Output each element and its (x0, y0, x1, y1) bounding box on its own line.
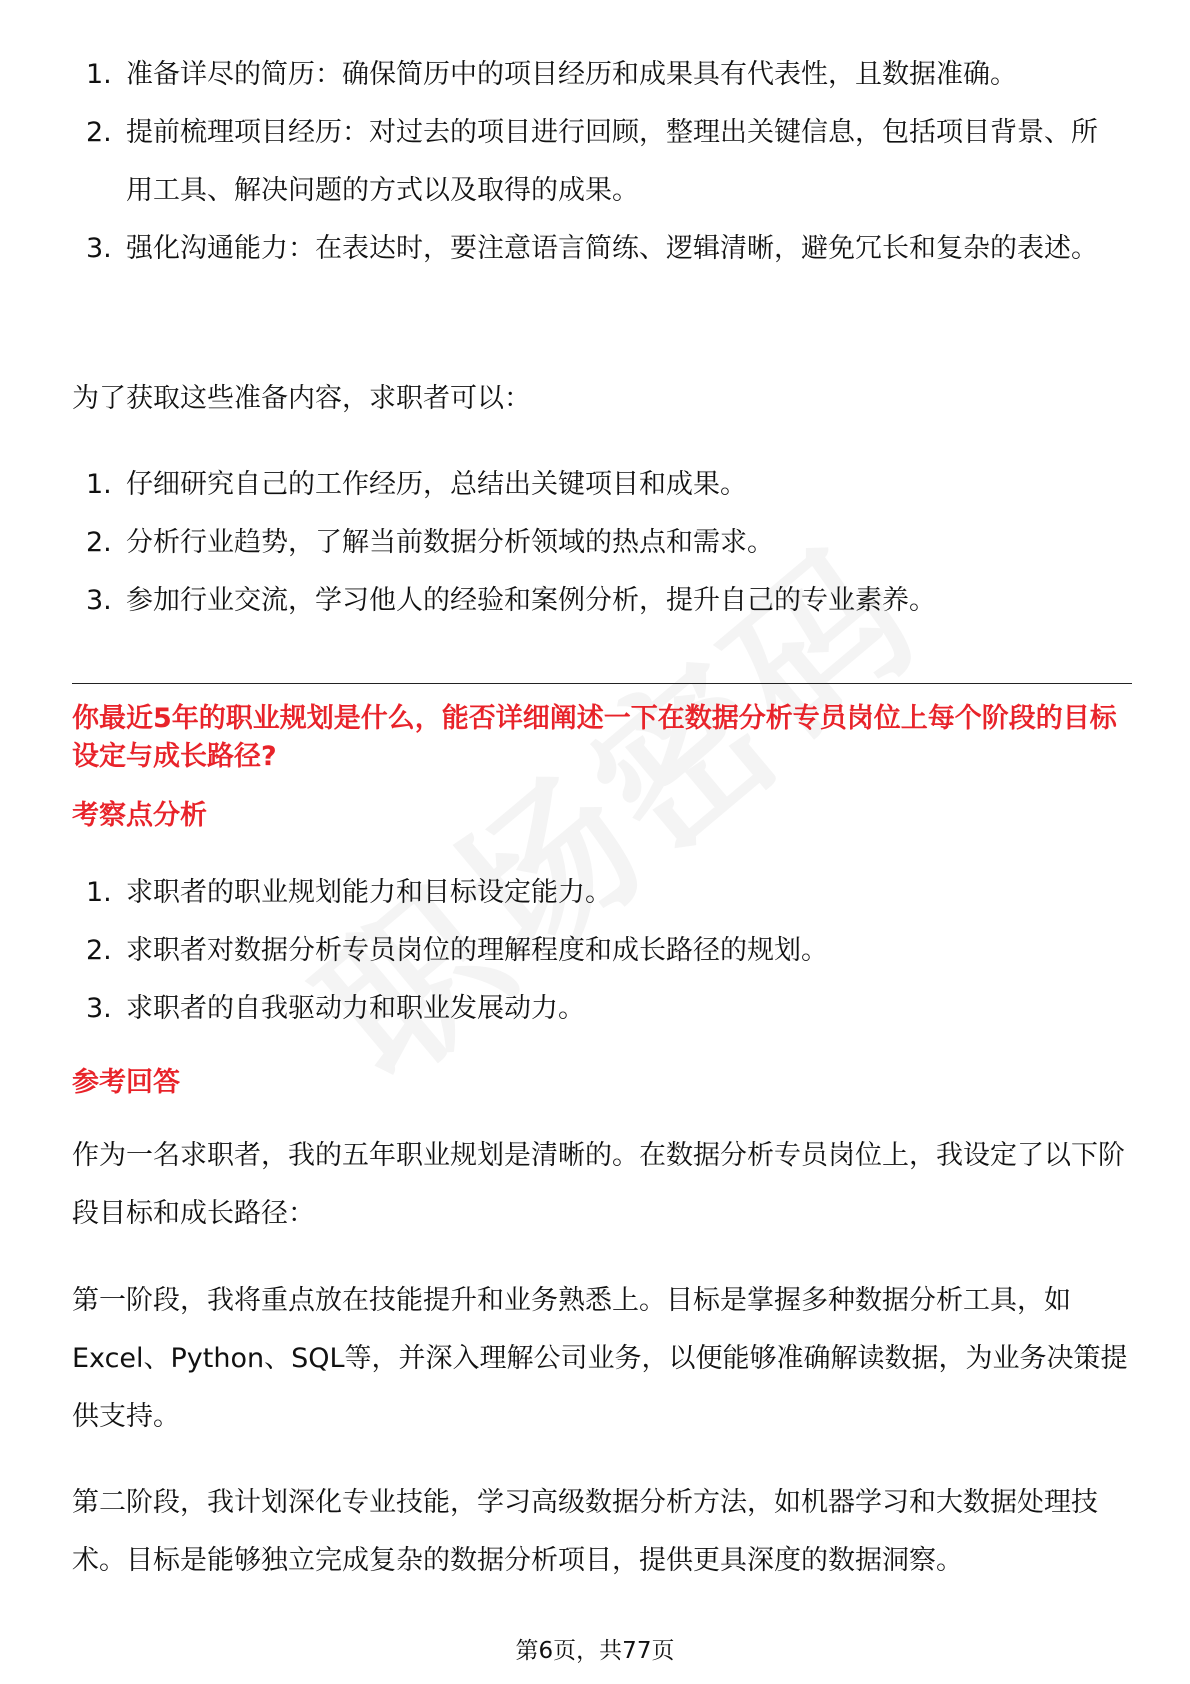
list-item: 2. 提前梳理项目经历：对过去的项目进行回顾，整理出关键信息，包括项目背景、所用工具、解决问题的方式以及取得的成果。 (86, 117, 1098, 206)
analysis-list (72, 864, 1132, 1038)
list-item: 3. 参加行业交流，学习他人的经验和案例分析，提升自己的专业素养。 (86, 585, 936, 616)
analysis-heading: 考察点分析 (72, 800, 207, 831)
list-item: 2. 求职者对数据分析专员岗位的理解程度和成长路径的规划。 (86, 935, 828, 966)
list-item-text: 求职者的自我驱动力和职业发展动力。 (126, 993, 585, 1024)
question-title: 你最近5年的职业规划是什么，能否详细阐述一下在数据分析专员岗位上每个阶段的目标设定与成长路径? (72, 703, 1117, 772)
list-item-text: 分析行业趋势，了解当前数据分析领域的热点和需求。 (126, 527, 774, 558)
list-item-text: 强化沟通能力：在表达时，要注意语言简练、逻辑清晰，避免冗长和复杂的表述。 (126, 233, 1098, 264)
list-item-text: 求职者的职业规划能力和目标设定能力。 (126, 877, 612, 908)
list-item-text: 求职者对数据分析专员岗位的理解程度和成长路径的规划。 (126, 935, 828, 966)
list-item-text: 参加行业交流，学习他人的经验和案例分析，提升自己的专业素养。 (126, 585, 936, 616)
answer-heading: 参考回答 (72, 1067, 180, 1098)
list-item: 3. 求职者的自我驱动力和职业发展动力。 (86, 993, 585, 1024)
list-item: 1. 准备详尽的简历：确保简历中的项目经历和成果具有代表性，且数据准确。 (86, 59, 1017, 90)
answer-paragraph: 作为一名求职者，我的五年职业规划是清晰的。在数据分析专员岗位上，我设定了以下阶段目标和成长路径： (72, 1140, 1125, 1229)
list-item: 2. 分析行业趋势，了解当前数据分析领域的热点和需求。 (86, 527, 774, 558)
list-item: 3. 强化沟通能力：在表达时，要注意语言简练、逻辑清晰，避免冗长和复杂的表述。 (86, 233, 1098, 264)
section-divider (72, 683, 1132, 684)
answer-paragraph: 第一阶段，我将重点放在技能提升和业务熟悉上。目标是掌握多种数据分析工具，如Excel、Python、SQL等，并深入理解公司业务，以便能够准确解读数据，为业务决策提供支持。 (72, 1285, 1128, 1432)
acquire-list (72, 456, 1132, 630)
page-footer: 第6页，共77页 (515, 1638, 675, 1664)
list-item-text: 仔细研究自己的工作经历，总结出关键项目和成果。 (126, 469, 747, 500)
list-item: 1. 仔细研究自己的工作经历，总结出关键项目和成果。 (86, 469, 747, 500)
answer-paragraph: 第二阶段，我计划深化专业技能，学习高级数据分析方法，如机器学习和大数据处理技术。目标是能够独立完成复杂的数据分析项目，提供更具深度的数据洞察。 (72, 1487, 1098, 1576)
acquire-intro: 为了获取这些准备内容，求职者可以： (72, 383, 531, 414)
list-item-text: 提前梳理项目经历：对过去的项目进行回顾，整理出关键信息，包括项目背景、所用工具、解决问题的方式以及取得的成果。 (126, 117, 1098, 206)
prep-list (72, 46, 1132, 278)
list-item-text: 准备详尽的简历：确保简历中的项目经历和成果具有代表性，且数据准确。 (126, 59, 1017, 90)
list-item: 1. 求职者的职业规划能力和目标设定能力。 (86, 877, 612, 908)
